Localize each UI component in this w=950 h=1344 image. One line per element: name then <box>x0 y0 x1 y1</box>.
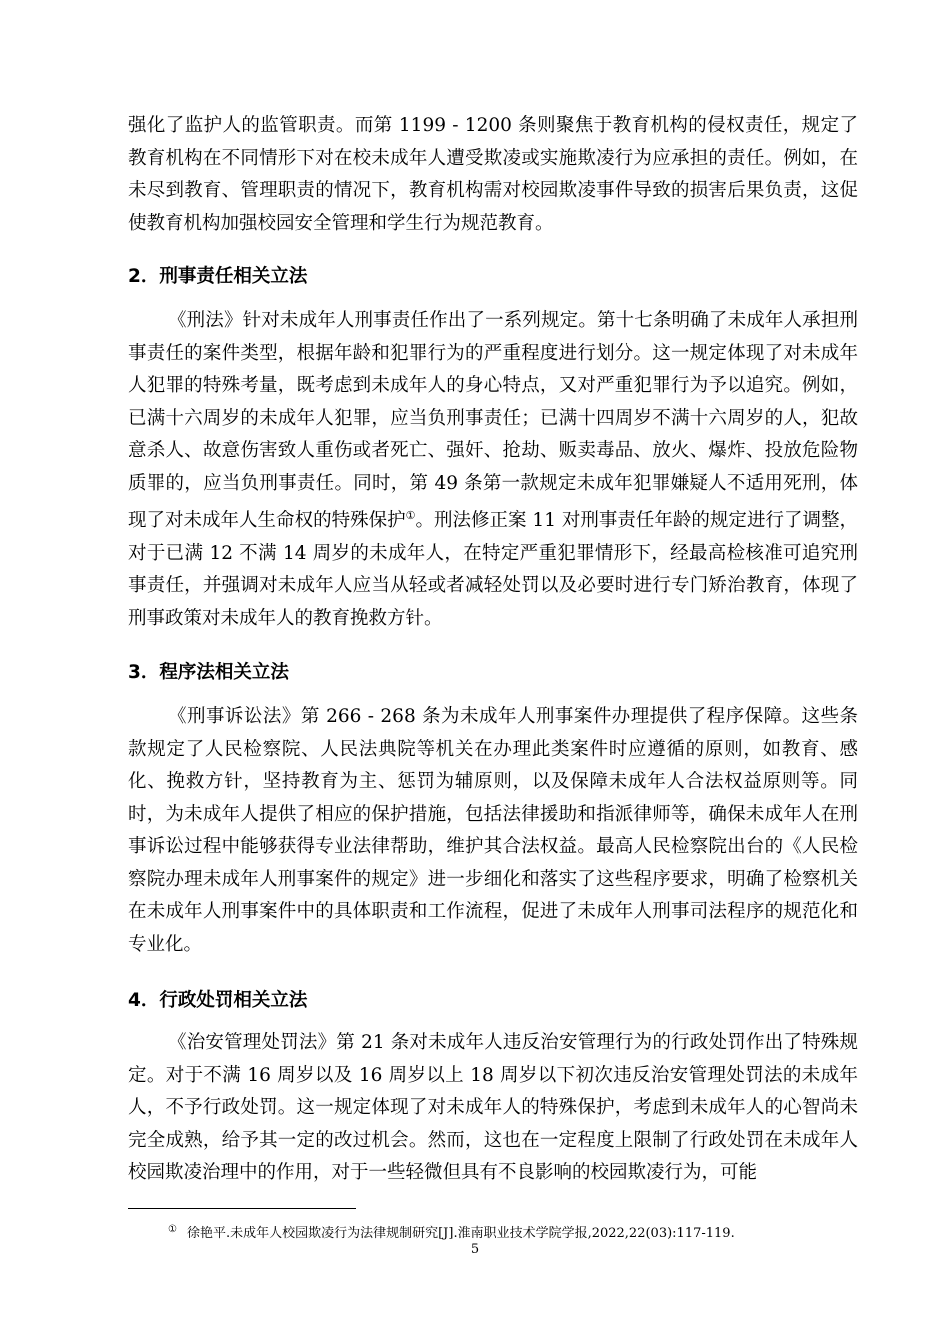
footnote-reference: ① <box>405 509 416 522</box>
paragraph-procedural-law: 《刑事诉讼法》第 266 - 268 条为未成年人刑事案件办理提供了程序保障。这些条款规定了人民检察院、人民法典院等机关在办理此类案件时应遵循的原则，如教育、感化、挽救方针，坚持教育为主、惩罚为辅原则，以及保障未成年人合法权益原则等。同时，为未成年人提供了相应的保护措施，包括法律援助和指派律师等，确保未成年人在刑事诉讼过程中能够获得专业法律帮助，维护其合法权益。最高人民检察院出台的《人民检察院办理未成年人刑事案件的规定》进一步细化和落实了这些程序要求，明确了检察机关在未成年人刑事案件中的具体职责和工作流程，促进了未成年人刑事司法程序的规范化和专业化。 <box>128 706 858 955</box>
footnote <box>168 1222 735 1241</box>
footnote-mark: ① <box>168 1223 177 1235</box>
paragraph-criminal-law-part1: 《刑法》针对未成年人刑事责任作出了一系列规定。第十七条明确了未成年人承担刑事责任的案件类型，根据年龄和犯罪行为的严重程度进行划分。这一规定体现了对未成年人犯罪的特殊考量，既考虑到未成年人的身心特点，又对严重犯罪行为予以追究。例如，已满十六周岁的未成年人犯罪，应当负刑事责任；已满十四周岁不满十六周岁的人，犯故意杀人、故意伤害致人重伤或者死亡、强奸、抢劫、贩卖毒品、放火、爆炸、投放危险物质罪的，应当负刑事责任。同时，第 49 条第一款规定未成年犯罪嫌疑人不适用死刑，体现了对未成年人生命权的特殊保护 <box>128 310 858 532</box>
heading-administrative-penalty: 4．行政处罚相关立法 <box>128 990 308 1011</box>
paragraph-criminal-law <box>128 305 858 635</box>
footnote-divider <box>128 1208 356 1209</box>
footnote-text: 徐艳平.未成年人校园欺凌行为法律规制研究[J].淮南职业技术学院学报,2022,22(03):117-119. <box>186 1226 735 1241</box>
heading-procedural-law: 3．程序法相关立法 <box>128 662 289 683</box>
paragraph-administrative-penalty: 《治安管理处罚法》第 21 条对未成年人违反治安管理行为的行政处罚作出了特殊规定。对于不满 16 周岁以及 16 周岁以上 18 周岁以下初次违反治安管理处罚法的未成年人，不予行政处罚。这一规定体现了对未成年人的特殊保护，考虑到未成年人的心智尚未完全成熟，给予其一定的改过机会。然而，这也在一定程度上限制了行政处罚在未成年人校园欺凌治理中的作用，对于一些轻微但具有不良影响的校园欺凌行为，可能 <box>128 1032 858 1183</box>
paragraph-civil-law-continuation: 强化了监护人的监管职责。而第 1199 - 1200 条则聚焦于教育机构的侵权责任，规定了教育机构在不同情形下对在校未成年人遭受欺凌或实施欺凌行为应承担的责任。例如，在未尽到教育、管理职责的情况下，教育机构需对校园欺凌事件导致的损害后果负责，这促使教育机构加强校园安全管理和学生行为规范教育。 <box>128 115 858 234</box>
page-number: 5 <box>470 1242 480 1257</box>
paragraph-criminal-law-part2: 。刑法修正案 11 对刑事责任年龄的规定进行了调整，对于已满 12 不满 14 周岁的未成年人，在特定严重犯罪情形下，经最高检核准可追究刑事责任，并强调对未成年人应当从轻或者减轻处罚以及必要时进行专门矫治教育，体现了刑事政策对未成年人的教育挽救方针。 <box>128 510 858 629</box>
heading-criminal-liability: 2．刑事责任相关立法 <box>128 266 308 287</box>
